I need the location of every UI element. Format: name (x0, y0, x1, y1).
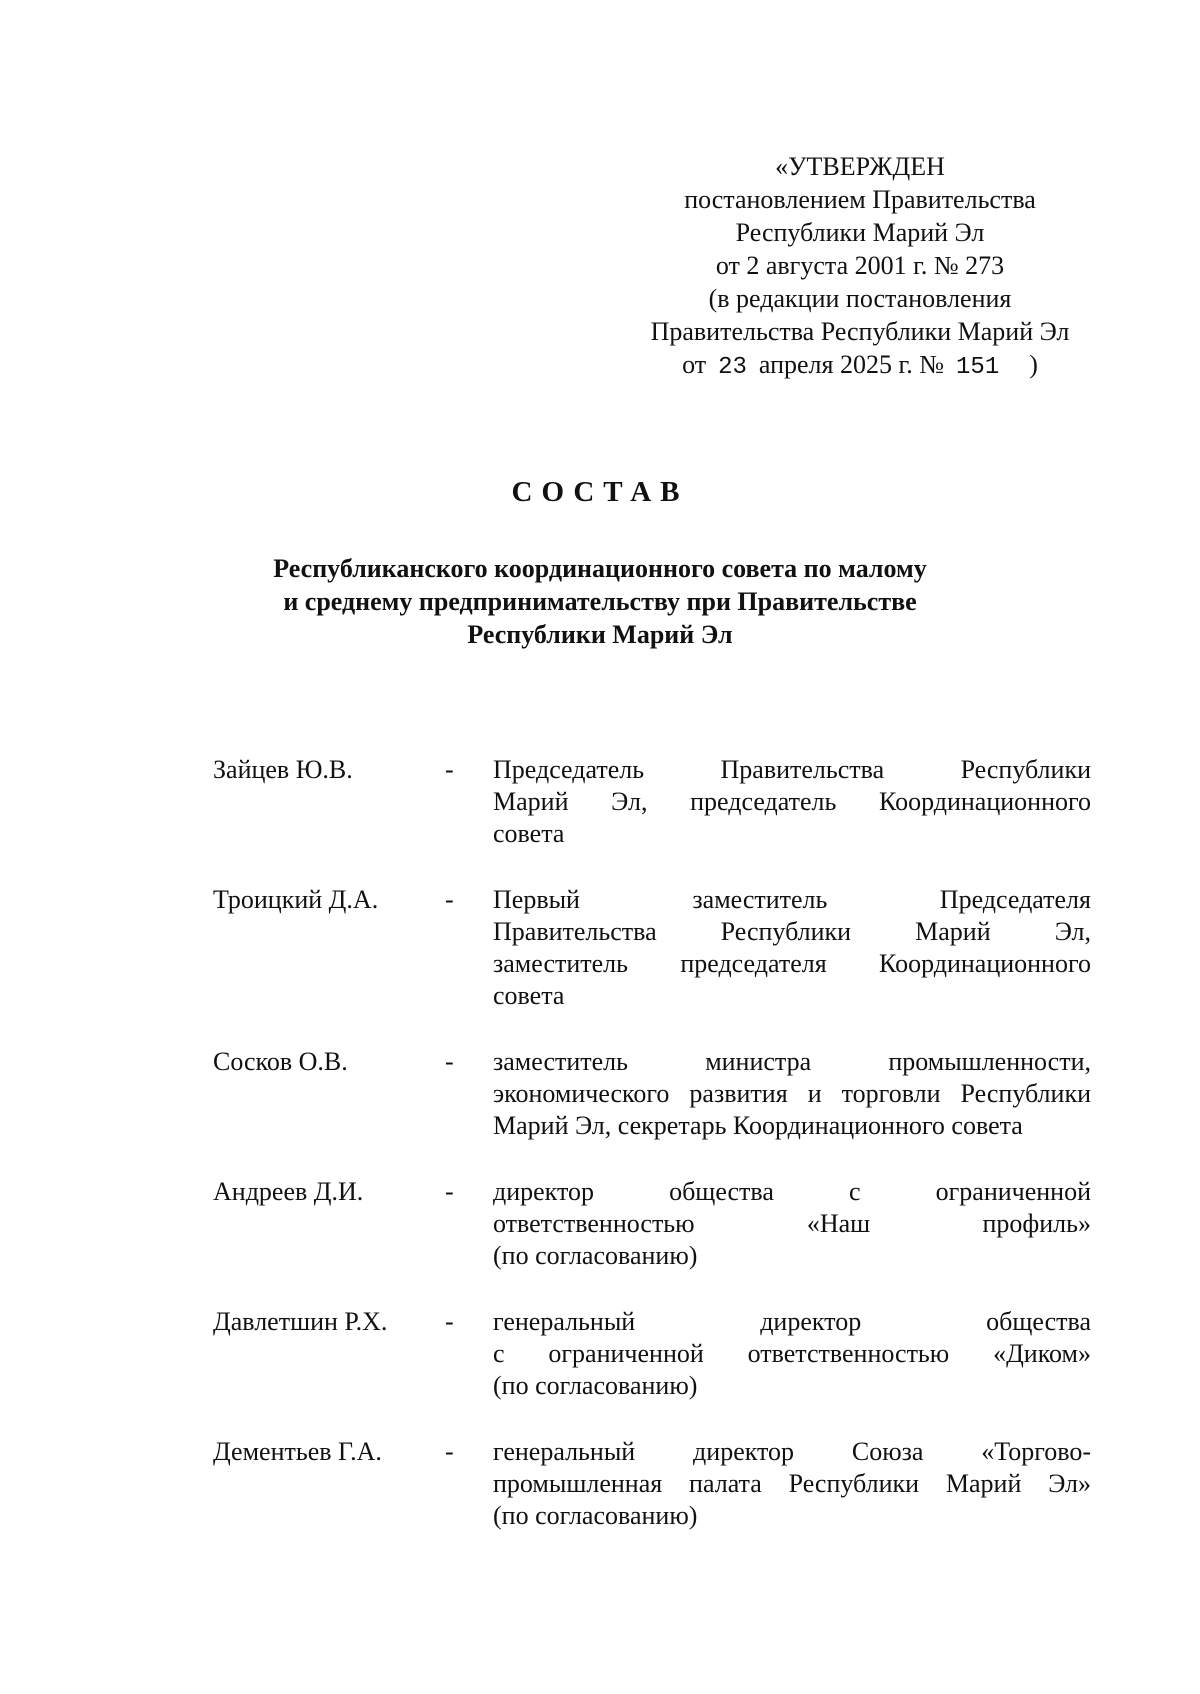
member-role-line: Марий Эл, секретарь Координационного совета (493, 1111, 1023, 1140)
approval-date-prefix: от (682, 350, 707, 379)
member-row (213, 754, 1097, 850)
member-role-line: (по согласованию) (493, 1501, 698, 1530)
member-role-line: заместитель председателя Координационного (493, 949, 1091, 978)
approval-stamp (600, 150, 1120, 384)
document-subtitle (240, 552, 960, 651)
member-name: Троицкий Д.А. (213, 885, 379, 914)
member-role-line: ответственностью «Наш профиль» (493, 1209, 1091, 1238)
member-dash: - (445, 1437, 454, 1466)
member-role (493, 1046, 1091, 1142)
member-name: Сосков О.В. (213, 1047, 348, 1076)
document-heading: СОСТАВ (511, 476, 689, 508)
approval-line: Правительства Республики Марий Эл (650, 317, 1070, 346)
approval-line: (в редакции постановления (708, 284, 1012, 313)
member-dash: - (445, 885, 454, 914)
approval-day: 23 (718, 354, 747, 381)
member-role-line: совета (493, 981, 565, 1010)
member-name: Андреев Д.И. (213, 1177, 364, 1206)
member-role-line: (по согласованию) (493, 1241, 698, 1270)
approval-date-line (600, 348, 1120, 384)
member-row (213, 1046, 1097, 1142)
member-role-line: совета (493, 819, 565, 848)
member-row (213, 884, 1097, 1012)
member-dash: - (445, 1307, 454, 1336)
approval-line: «УТВЕРЖДЕН (775, 152, 945, 181)
subtitle-line: Республиканского координационного совета по малому (273, 554, 927, 583)
member-dash: - (445, 755, 454, 784)
member-role-line: заместитель министра промышленности, (493, 1047, 1091, 1076)
member-role-line: генеральный директор общества (493, 1307, 1091, 1336)
member-role (493, 1306, 1091, 1402)
member-role (493, 1176, 1091, 1272)
member-row (213, 1176, 1097, 1272)
member-role-line: Марий Эл, председатель Координационного (493, 787, 1091, 816)
member-name: Зайцев Ю.В. (213, 755, 353, 784)
member-dash: - (445, 1047, 454, 1076)
member-role (493, 1436, 1091, 1532)
approval-line: Республики Марий Эл (735, 218, 985, 247)
member-role (493, 884, 1091, 1012)
member-name: Давлетшин Р.Х. (213, 1307, 388, 1336)
member-role-line: с ограниченной ответственностью «Диком» (493, 1339, 1091, 1368)
approval-line: от 2 августа 2001 г. № 273 (715, 251, 1005, 280)
approval-number: 151 (956, 354, 1000, 381)
member-role-line: генеральный директор Союза «Торгово- (493, 1437, 1091, 1466)
members-list (213, 754, 1097, 1566)
member-role-line: Правительства Республики Марий Эл, (493, 917, 1091, 946)
approval-date-middle: апреля 2025 г. № (758, 350, 945, 379)
approval-line: постановлением Правительства (684, 185, 1036, 214)
approval-date-suffix: ) (1029, 350, 1038, 379)
member-role-line: экономического развития и торговли Республики (493, 1079, 1091, 1108)
subtitle-line: Республики Марий Эл (467, 620, 733, 649)
member-name: Дементьев Г.А. (213, 1437, 382, 1466)
member-role-line: Председатель Правительства Республики (493, 755, 1091, 784)
member-role-line: (по согласованию) (493, 1371, 698, 1400)
member-dash: - (445, 1177, 454, 1206)
member-row (213, 1306, 1097, 1402)
member-role-line: Первый заместитель Председателя (493, 885, 1091, 914)
member-row (213, 1436, 1097, 1532)
member-role-line: директор общества с ограниченной (493, 1177, 1091, 1206)
subtitle-line: и среднему предпринимательству при Правительстве (283, 587, 917, 616)
member-role (493, 754, 1091, 850)
member-role-line: промышленная палата Республики Марий Эл» (493, 1469, 1091, 1498)
